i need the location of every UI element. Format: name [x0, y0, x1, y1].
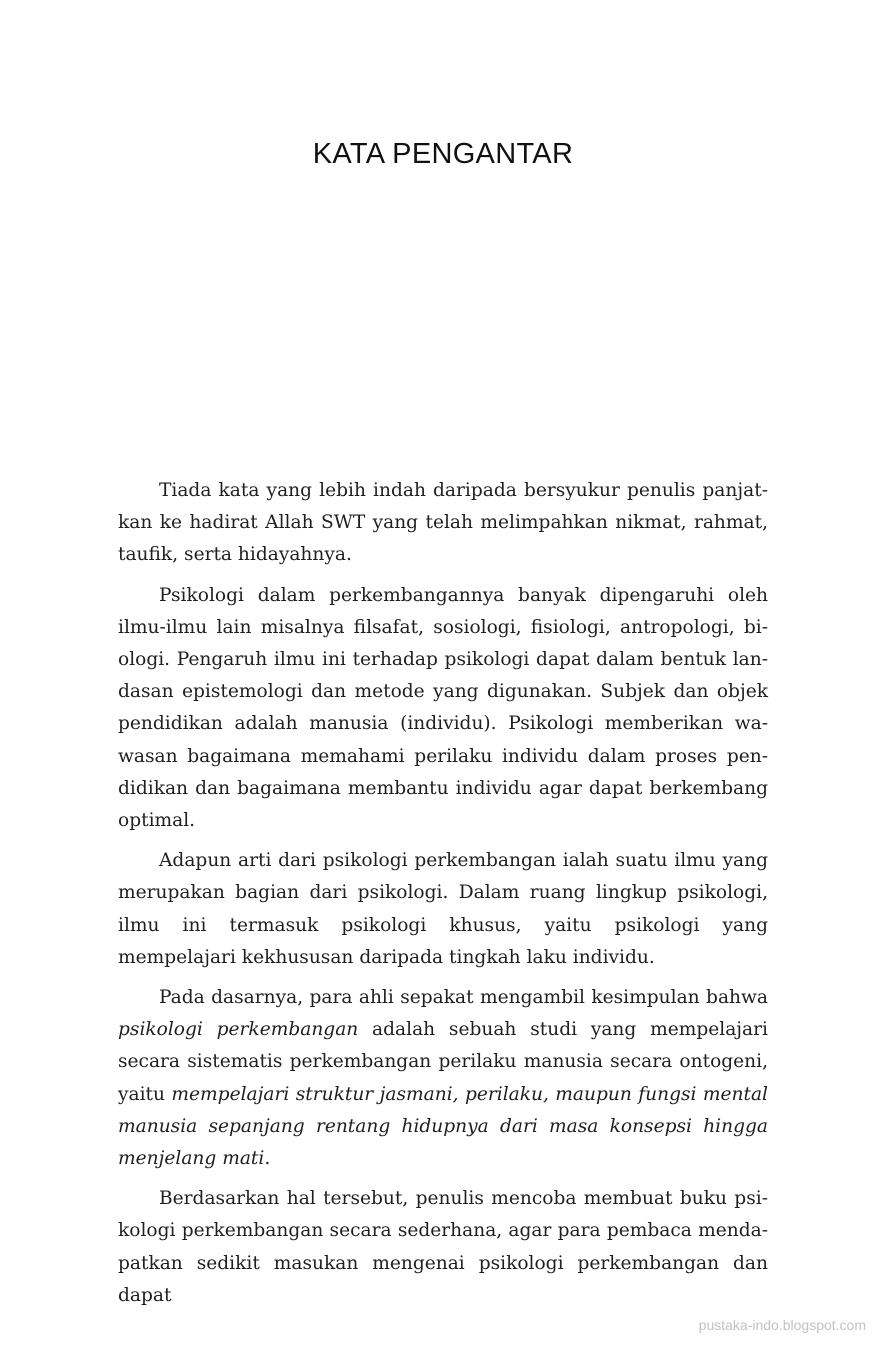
paragraph-5: Berdasarkan hal tersebut, penulis mencoba membuat buku psikologi perkembangan secara sederhana, agar para pembaca mendapatkan sedikit masukan mengenai psikologi perkembangan dan dapat [118, 1188, 768, 1306]
paragraph-1: Tiada kata yang lebih indah daripada bersyukur penulis panjatkan ke hadirat Allah SWT yang telah melimpahkan nikmat, rahmat, taufik, serta hidayahnya. [118, 480, 768, 566]
page-title: KATA PENGANTAR [312, 138, 574, 170]
paragraph-4-italic-definition: mempelajari struktur jasmani, perilaku, maupun fungsi mental manusia sepanjang rentang hidupnya dari masa konsepsi hingga menjelang mati [118, 1083, 768, 1170]
paragraph-4-text-2: adalah sebuah studi yang mempelajari secara sistematis perkembangan perilaku manusia secara ontogeni, yaitu [118, 1019, 768, 1105]
watermark: pustaka-indo.blogspot.com [698, 1317, 866, 1333]
paragraph-4-text-3: . [264, 1148, 271, 1170]
paragraph-3: Adapun arti dari psikologi perkembangan ialah suatu ilmu yang merupakan bagian dari psikologi. Dalam ruang lingkup psikologi, ilmu ini termasuk psikologi khusus, yaitu psikologi yang mempelajari kekhususan daripada tingkah laku individu. [118, 850, 768, 968]
preface-body [118, 475, 768, 1312]
paragraph-2: Psikologi dalam perkembangannya banyak dipengaruhi oleh ilmu-ilmu lain misalnya filsafat, sosiologi, fisiologi, antropologi, biologi. Pengaruh ilmu ini terhadap psikologi dapat dalam bentuk landasan epistemologi dan metode yang digunakan. Subjek dan objek pendidikan adalah manusia (individu). Psikologi memberikan wawasan bagaimana memahami perilaku individu dalam proses pendidikan dan bagaimana membantu individu agar dapat berkembang optimal. [118, 584, 768, 832]
paragraph-4-text-1: Pada dasarnya, para ahli sepakat mengambil kesimpulan bahwa [159, 987, 768, 1009]
paragraph-4-italic-term: psikologi perkembangan [118, 1019, 359, 1041]
paragraph-4 [118, 982, 768, 1175]
